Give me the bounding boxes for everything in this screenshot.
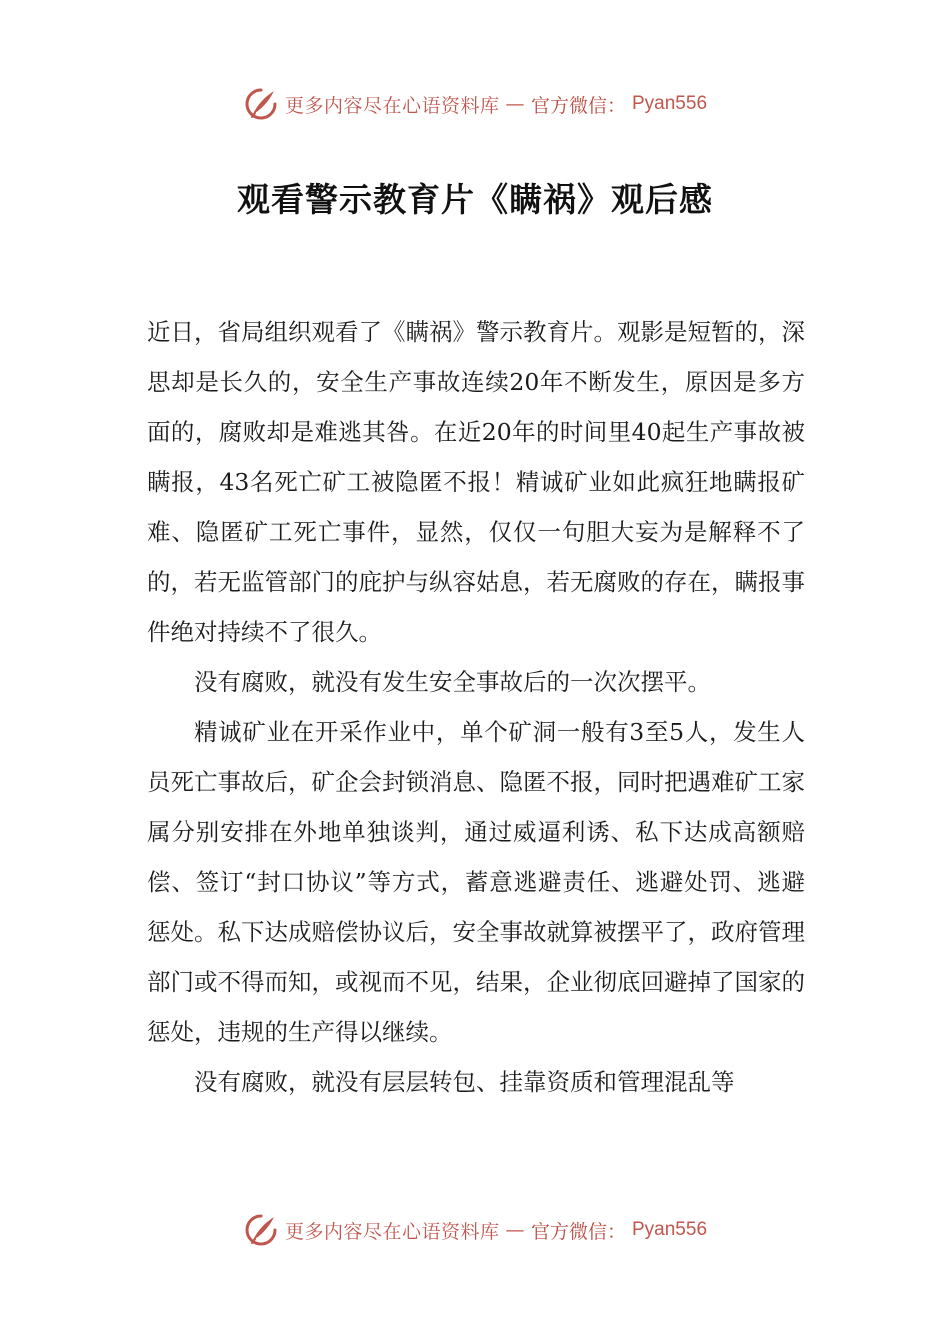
paragraph: 没有腐败，就没有层层转包、挂靠资质和管理混乱等 [194, 1068, 735, 1096]
paragraph: 近日，省局组织观看了《瞒祸》警示教育片。观影是短暂的，深思却是长久的，安全生产事故连续20年不断发生，原因是多方面的，腐败却是难逃其咎。在近20年的时间里40起生产事故被瞒报，43名死亡矿工被隐匿不报！精诚矿业如此疯狂地瞒报矿难、隐匿矿工死亡事件，显然，仅仅一句胆大妄为是解释不了的，若无监管部门的庇护与纵容姑息，若无腐败的存在，瞒报事件绝对持续不了很久。 [147, 318, 805, 646]
watermark-wechat-id: Pyan556 [632, 1219, 708, 1240]
watermark-text: 更多内容尽在心语资料库 [284, 1220, 500, 1243]
watermark-dash: — [505, 1219, 525, 1241]
watermark-text: 更多内容尽在心语资料库 [284, 94, 500, 117]
watermark-wechat-label: 官方微信： [530, 94, 626, 117]
quill-pen-circle-icon [243, 86, 279, 122]
quill-pen-circle-icon [243, 1212, 279, 1248]
document-body [147, 307, 805, 1107]
watermark-wechat-id: Pyan556 [632, 93, 708, 114]
watermark-wechat-label: 官方微信： [530, 1220, 626, 1243]
footer-watermark [0, 1210, 950, 1250]
document-title: 观看警示教育片《瞒祸》观后感 [237, 180, 713, 219]
header-watermark [0, 84, 950, 124]
paragraph: 没有腐败，就没有发生安全事故后的一次次摆平。 [194, 668, 711, 696]
paragraph: 精诚矿业在开采作业中，单个矿洞一般有3至5人，发生人员死亡事故后，矿企会封锁消息、隐匿不报，同时把遇难矿工家属分别安排在外地单独谈判，通过威逼利诱、私下达成高额赔偿、签订“封口协议”等方式，蓄意逃避责任、逃避处罚、逃避惩处。私下达成赔偿协议后，安全事故就算被摆平了，政府管理部门或不得而知，或视而不见，结果，企业彻底回避掉了国家的惩处，违规的生产得以继续。 [147, 718, 805, 1046]
watermark-dash: — [505, 93, 525, 115]
